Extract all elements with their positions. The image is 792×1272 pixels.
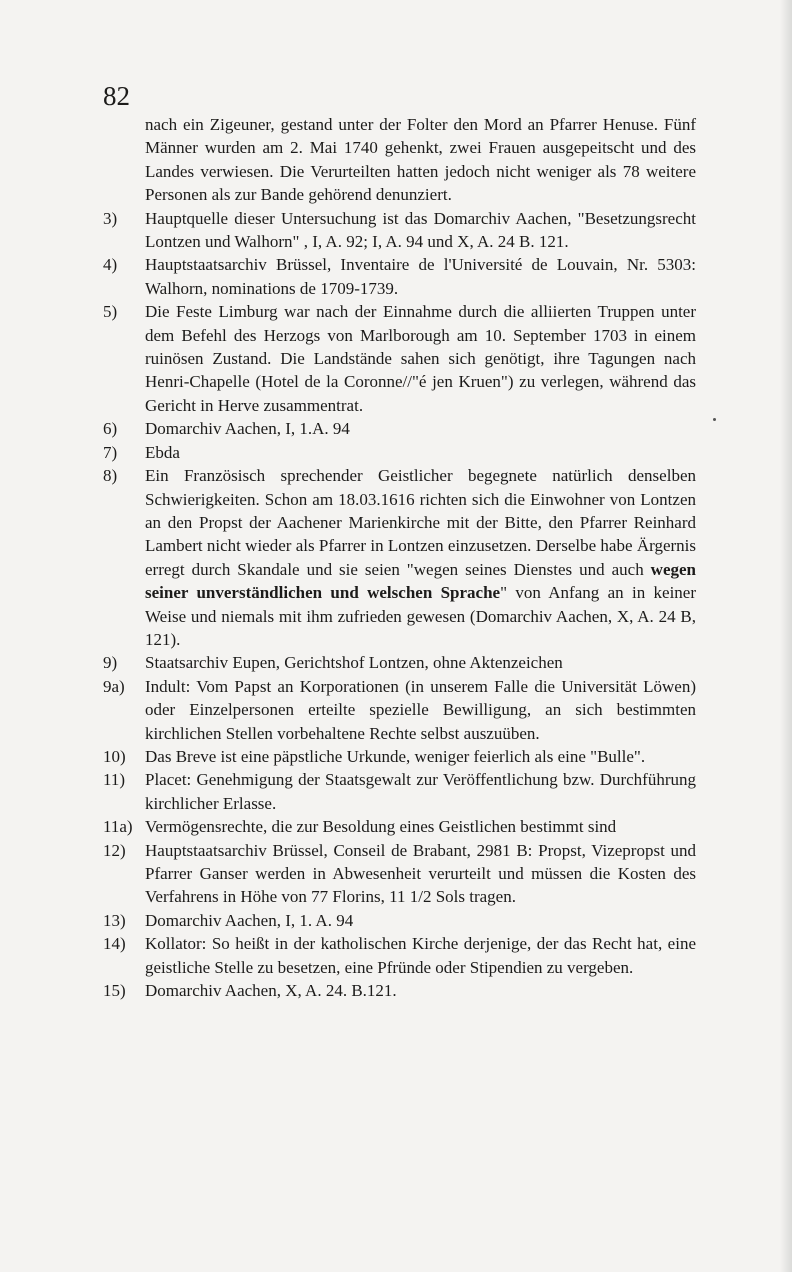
footnote-7 (103, 441, 696, 464)
footnote-13 (103, 909, 696, 932)
footnotes (103, 113, 696, 1002)
footnote-text: Die Feste Limburg war nach der Einnahme durch die alliierten Truppen unter dem Befehl des Herzogs von Marlborough am 10. September 1703 in einem ruinösen Zustand. Die Landstände sahen sich genötigt, ihre Tagungen nach Henri-Chapelle (Hotel de la Coronne//"é jen Kruen") zu verlegen, während das Gericht in Herve zusammentrat. (145, 302, 696, 415)
footnote-number: 9) (103, 653, 118, 673)
footnote-15 (103, 979, 696, 1002)
footnote-number: 15) (103, 981, 126, 1001)
footnote-11 (103, 768, 696, 815)
footnote-number: 11a) (103, 817, 133, 837)
footnote-text: Vermögensrechte, die zur Besoldung eines Geistlichen bestimmt sind (145, 817, 617, 837)
footnote-10 (103, 745, 696, 768)
footnote-text: Domarchiv Aachen, I, 1.A. 94 (145, 419, 350, 439)
page-edge-shadow (780, 0, 792, 1272)
footnote-11a (103, 815, 696, 838)
footnote-number: 14) (103, 934, 126, 954)
footnote-6 (103, 417, 696, 440)
footnote-4 (103, 253, 696, 300)
footnote-continuation: nach ein Zigeuner, gestand unter der Folter den Mord an Pfarrer Henuse. Fünf Männer wurden am 2. Mai 1740 gehenkt, zwei Frauen ausgepeitscht und des Landes verwiesen. Die Verurteilten hatten jedoch nicht weniger als 78 weitere Personen als zur Bande gehörend denunziert. (145, 115, 696, 205)
footnote-number: 11) (103, 770, 126, 790)
footnote-5 (103, 300, 696, 417)
footnote-text: Hauptstaatsarchiv Brüssel, Conseil de Brabant, 2981 B: Propst, Vizepropst und Pfarrer Ganser werden in Abwesenheit verurteilt und müssen die Kosten des Verfahrens in Höhe von 77 Florins, 11 1/2 Sols tragen. (145, 840, 696, 907)
scan-speck (713, 418, 716, 421)
footnote-text: Kollator: So heißt in der katholischen Kirche derjenige, der das Recht hat, eine geistliche Stelle zu besetzen, eine Pfründe oder Stipendien zu vergeben. (145, 934, 696, 977)
footnote-number: 9a) (103, 676, 125, 696)
footnote-12 (103, 839, 696, 909)
footnote-number: 10) (103, 746, 126, 766)
footnote-text-part: " von Anfang an in keiner Weise und niemals mit ihm zufrieden gewesen (Domarchiv Aachen, X, A. 24 B, 121). (145, 583, 696, 649)
footnote-text: Hauptstaatsarchiv Brüssel, Inventaire de l'Université de Louvain, Nr. 5303: Walhorn, nominations de 1709-1739. (145, 255, 696, 298)
footnote-text: Indult: Vom Papst an Korporationen (in unserem Falle die Universität Löwen) oder Einzelpersonen erteilte spezielle Bewilligung, an sich bestimmten kirchlichen Stellen vorbehaltene Rechte selbst auszuüben. (145, 676, 696, 743)
footnote-text: Ebda (145, 442, 180, 462)
footnote-number: 3) (103, 208, 118, 228)
footnote-number: 7) (103, 442, 118, 462)
footnote-9a (103, 675, 696, 745)
footnote-text: Hauptquelle dieser Untersuchung ist das Domarchiv Aachen, "Besetzungsrecht Lontzen und Walhorn" , I, A. 92; I, A. 94 und X, A. 24 B. 121. (145, 208, 696, 252)
footnote-8 (103, 464, 696, 651)
footnote-text: Placet: Genehmigung der Staatsgewalt zur Veröffentlichung bzw. Durchführung kirchlicher Erlasse. (145, 770, 696, 813)
footnote-text: Domarchiv Aachen, I, 1. A. 94 (145, 910, 354, 930)
footnote-number: 12) (103, 840, 126, 860)
footnote-number: 6) (103, 419, 118, 439)
footnote-9 (103, 651, 696, 674)
footnote-3 (103, 207, 696, 254)
footnote-number: 5) (103, 302, 118, 322)
footnote-text: Domarchiv Aachen, X, A. 24. B.121. (145, 981, 397, 1001)
page-number: 82 (103, 81, 130, 111)
footnote-text: Staatsarchiv Eupen, Gerichtshof Lontzen, ohne Aktenzeichen (145, 653, 563, 673)
footnote-number: 4) (103, 255, 118, 275)
footnote-text: Das Breve ist eine päpstliche Urkunde, weniger feierlich als eine "Bulle". (145, 746, 646, 766)
footnote-emphasis: wegen seiner unverständlichen und welschen Sprache (145, 559, 696, 603)
footnote-text-part: Ein Französisch sprechender Geistlicher begegnete natürlich denselben Schwierigkeiten. Schon am 18.03.1616 richten sich die Einwohner von Lontzen an den Propst der Aachener Marienkirche mit der Bitte, den Pfarrer Reinhard Lambert nicht wieder als Pfarrer in Lontzen einzusetzen. Derselbe habe Ärgernis erregt durch Skandale und sie seien "wegen seines Dienstes und auch (145, 466, 696, 579)
footnote-14 (103, 932, 696, 979)
footnote-text (145, 464, 696, 651)
footnote-number: 8) (103, 466, 118, 486)
footnote-number: 13) (103, 910, 126, 930)
